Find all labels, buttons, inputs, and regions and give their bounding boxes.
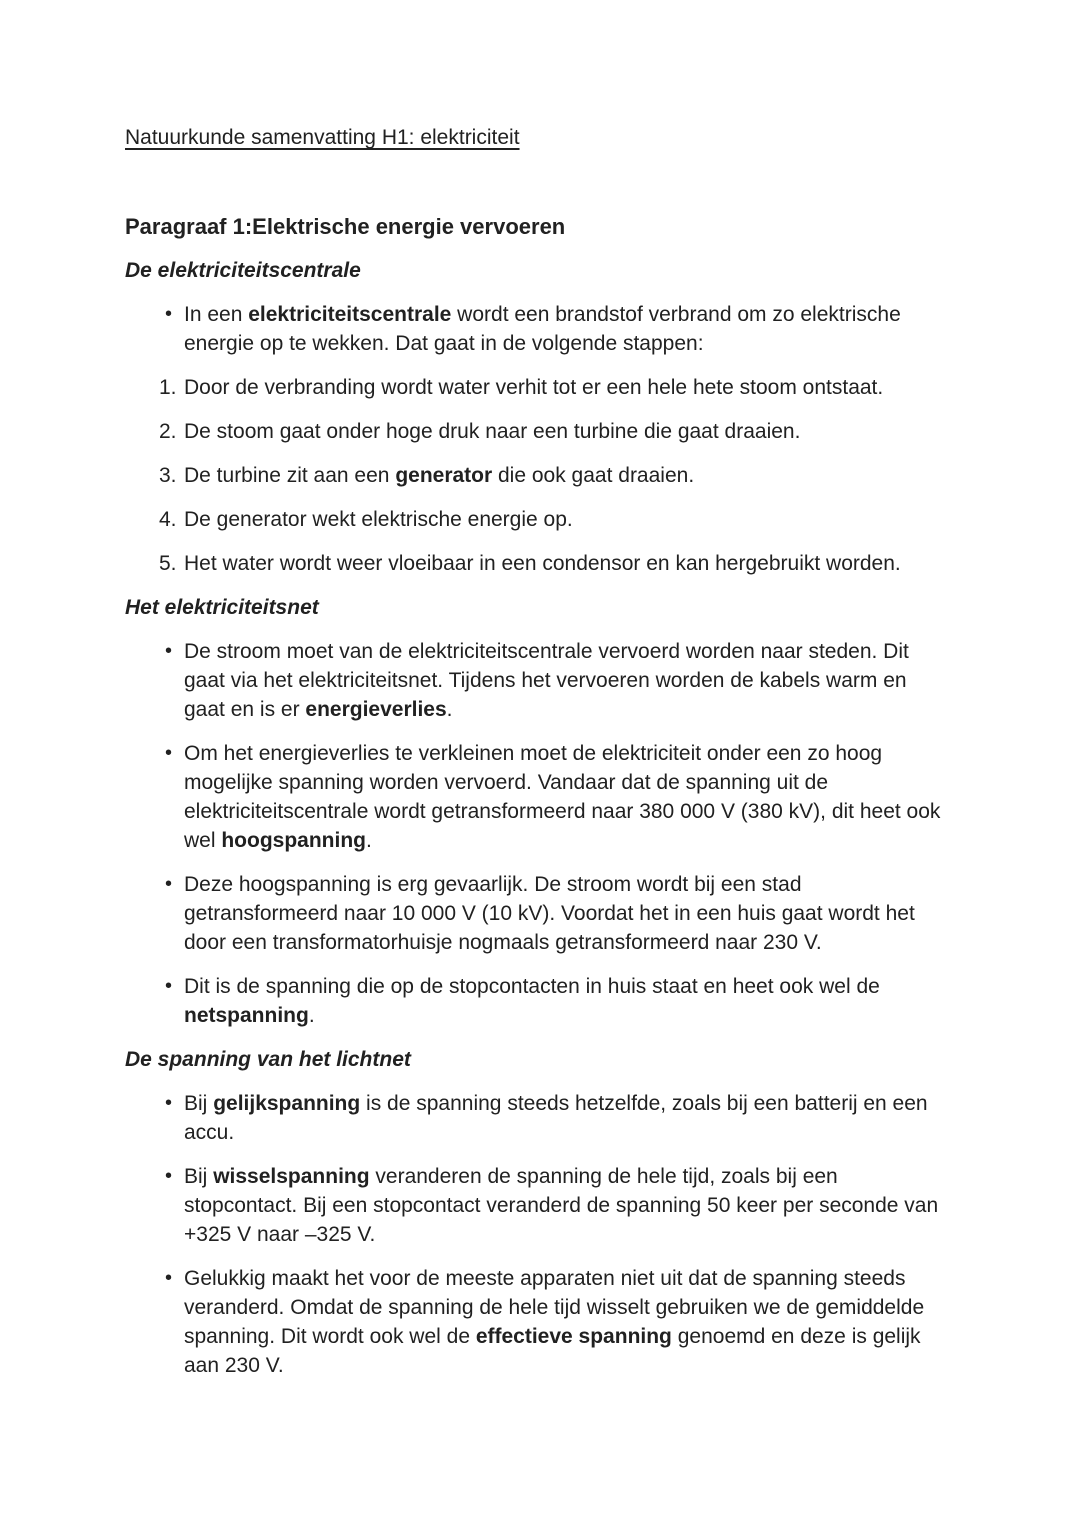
bullet-marker: • (165, 873, 173, 895)
number-marker: 2. (159, 420, 177, 443)
text-run: gelijkspanning (213, 1092, 361, 1115)
text-content (184, 873, 915, 954)
document-title-text: Natuurkunde samenvatting H1: elektriciteit (125, 126, 520, 149)
text-content (125, 214, 565, 239)
bullet-marker: • (165, 1092, 173, 1114)
number-marker: 5. (159, 552, 177, 575)
subsection-heading (125, 1045, 960, 1074)
bullet-marker: • (165, 303, 173, 325)
text-run: . (366, 829, 372, 852)
text-content (184, 1092, 928, 1144)
document-body (125, 212, 960, 1380)
text-run: effectieve spanning (475, 1325, 672, 1348)
text-content (184, 1267, 924, 1377)
text-run: wordt een brandstof verbrand om zo elektrische energie op te wekken. Dat gaat in de volgende stappen: (184, 303, 901, 355)
text-content (125, 1048, 411, 1071)
text-run: generator (395, 464, 493, 487)
bullet-marker: • (165, 1267, 173, 1289)
bullet-list-item (125, 972, 946, 1030)
bullet-list-item (125, 1089, 946, 1147)
text-run: die ook gaat draaien. (492, 464, 695, 487)
numbered-list-item (125, 549, 946, 578)
text-run: Het elektriciteitsnet (125, 596, 319, 619)
text-run: Dit is de spanning die op de stopcontacten in huis staat en heet ook wel de (184, 975, 880, 998)
numbered-list-item (125, 417, 946, 446)
text-run: Gelukkig maakt het voor de meeste apparaten niet uit dat de spanning steeds veranderd. Omdat de spanning de hele tijd wisselt gebruiken we de gemiddelde spanning. Dit wordt ook wel de (184, 1267, 925, 1348)
bullet-marker: • (165, 1165, 173, 1187)
text-run: energieverlies (305, 698, 447, 721)
text-run: De turbine zit aan een (184, 464, 396, 487)
text-run: netspanning (184, 1004, 309, 1027)
text-content (184, 1165, 938, 1246)
text-run: veranderen de spanning de hele tijd, zoals bij een stopcontact. Bij een stopcontact veranderd de spanning 50 keer per seconde van +325 V naar –325 V. (184, 1165, 939, 1246)
text-run: hoogspanning (221, 829, 367, 852)
text-content (125, 259, 361, 282)
subsection-heading (125, 256, 960, 285)
bullet-marker: • (165, 640, 173, 662)
text-run: De spanning van het lichtnet (125, 1048, 411, 1071)
numbered-list-item (125, 461, 946, 490)
text-run: wisselspanning (213, 1165, 370, 1188)
text-content (184, 303, 901, 355)
bullet-list-item (125, 739, 946, 855)
text-run: Om het energieverlies te verkleinen moet de elektriciteit onder een zo hoog mogelijke spanning worden vervoerd. Vandaar dat de spanning uit de elektriciteitscentrale wordt getransformeerd naar 380 000 V (380 kV), dit heet ook wel (184, 742, 941, 852)
text-run: Bij (184, 1165, 214, 1188)
text-run: De generator wekt elektrische energie op. (184, 508, 573, 531)
subsection-heading (125, 593, 960, 622)
text-run: De stoom gaat onder hoge druk naar een turbine die gaat draaien. (184, 420, 801, 443)
text-content (125, 596, 319, 619)
bullet-list-item (125, 870, 946, 957)
text-run: Bij (184, 1092, 214, 1115)
text-run: genoemd en deze is gelijk aan 230 V. (184, 1325, 921, 1377)
text-run: . (308, 1004, 315, 1027)
text-run: Paragraaf 1:Elektrische energie vervoeren (125, 214, 566, 239)
text-run: In een (184, 303, 249, 326)
numbered-list-item (125, 373, 946, 402)
text-content (184, 742, 940, 852)
text-content (184, 975, 880, 1027)
text-run: Deze hoogspanning is erg gevaarlijk. De stroom wordt bij een stad getransformeerd naar 10 000 V (10 kV). Voordat het in een huis gaat wordt het door een transformatorhuisje nogmaals getransformeerd naar 230 V. (184, 873, 915, 954)
section-heading (125, 212, 960, 241)
bullet-marker: • (165, 975, 173, 997)
number-marker: 3. (159, 464, 177, 487)
text-content (184, 376, 883, 399)
text-content (184, 508, 573, 531)
text-run: De elektriciteitscentrale (125, 259, 361, 282)
bullet-list-item (125, 1264, 946, 1380)
bullet-list-item (125, 300, 946, 358)
bullet-list-item (125, 637, 946, 724)
text-run: elektriciteitscentrale (248, 303, 452, 326)
text-content (184, 464, 694, 487)
text-content (184, 552, 901, 575)
text-run: De stroom moet van de elektriciteitscentrale vervoerd worden naar steden. Dit gaat via het elektriciteitsnet. Tijdens het vervoeren worden de kabels warm en gaat en is er (184, 640, 909, 721)
document-title (125, 123, 960, 152)
numbered-list-item (125, 505, 946, 534)
text-run: is de spanning steeds hetzelfde, zoals bij een batterij en een accu. (184, 1092, 928, 1144)
text-content (184, 420, 800, 443)
number-marker: 1. (159, 376, 177, 399)
bullet-list-item (125, 1162, 946, 1249)
text-run: . (446, 698, 453, 721)
bullet-marker: • (165, 742, 173, 764)
text-run: Het water wordt weer vloeibaar in een condensor en kan hergebruikt worden. (184, 552, 901, 575)
number-marker: 4. (159, 508, 177, 531)
text-run: Door de verbranding wordt water verhit tot er een hele hete stoom ontstaat. (184, 376, 884, 399)
text-content (184, 640, 909, 721)
